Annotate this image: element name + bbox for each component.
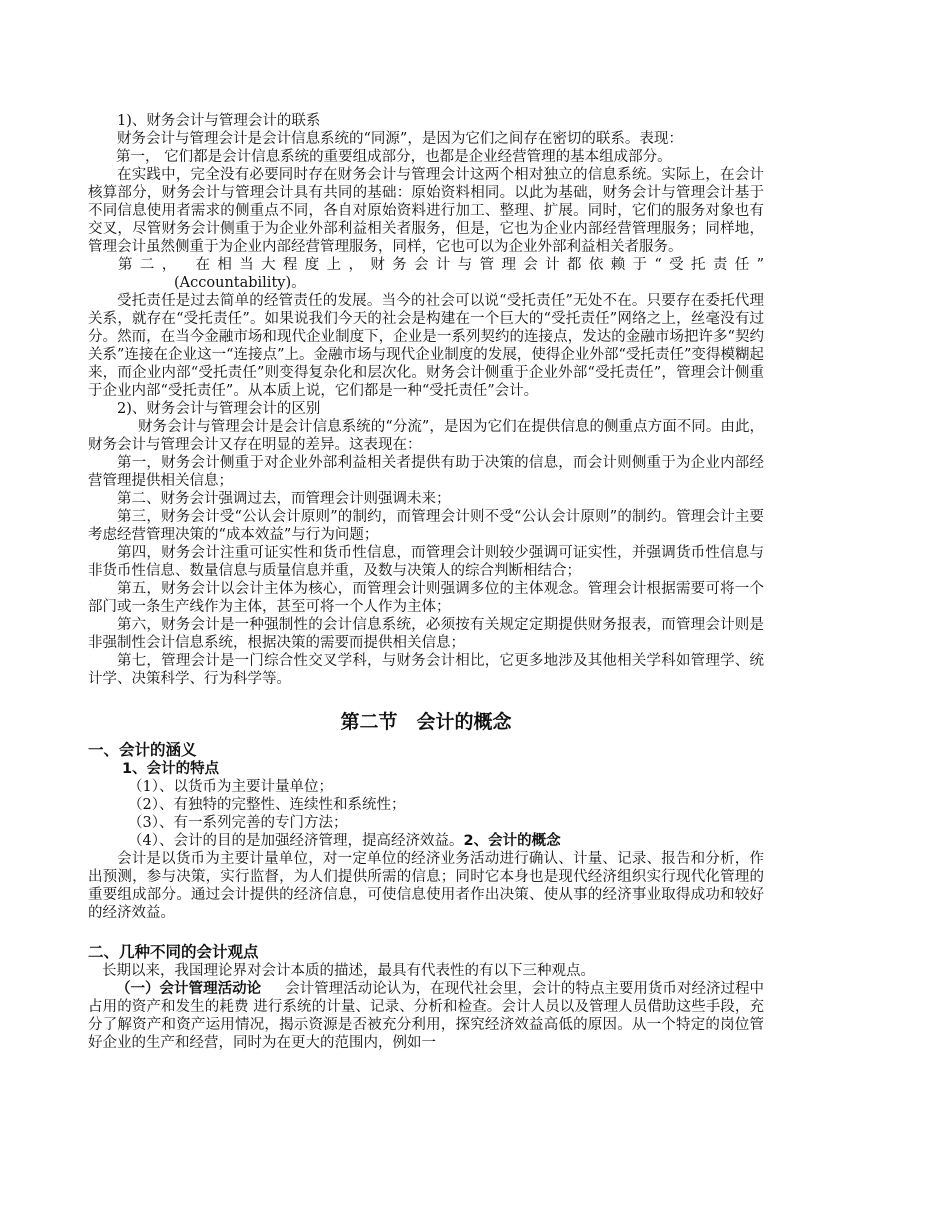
- sec1-point-second-cont: (Accountability)。: [174, 275, 306, 291]
- feature-item: （1）、以货币为主要计量单位；: [128, 779, 333, 795]
- sec2-heading: 2)、财务会计与管理会计的区别: [117, 401, 321, 417]
- heading-views: 二、几种不同的会计观点: [88, 943, 259, 961]
- sec2-point: 第一，财务会计侧重于对企业外部利益相关者提供有助于决策的信息，而会计则侧重于为企业内部经营管理提供相关信息；: [88, 455, 764, 489]
- sec2-point: 第二、财务会计强调过去，而管理会计则强调未来；: [117, 491, 451, 507]
- feature-item: （3）、有一系列完善的专门方法；: [128, 815, 348, 831]
- subheading-features: 1、会计的特点: [122, 761, 220, 777]
- sec1-heading: 1)、财务会计与管理会计的联系: [117, 113, 321, 129]
- sec2-point: 第五，财务会计以会计主体为核心，而管理会计则强调多位的主体观念。管理会计根据需要可将一个部门或一条生产线作为主体，甚至可将一个人作为主体；: [88, 581, 764, 615]
- views-intro: 长期以来，我国理论界对会计本质的描述，最具有代表性的有以下三种观点。: [102, 963, 595, 979]
- feature-item: （2）、有独特的完整性、连续性和系统性；: [128, 797, 406, 813]
- subheading-concept: 2、会计的概念: [463, 833, 561, 849]
- view-management-activity-label: （一）会计管理活动论: [116, 981, 262, 997]
- sec2-point: 第六，财务会计是一种强制性的会计信息系统，必须按有关规定定期提供财务报表，而管理会计则是非强制性会计信息系统，根据决策的需要而提供相关信息；: [88, 617, 764, 651]
- concept-body: 会计是以货币为主要计量单位，对一定单位的经济业务活动进行确认、计量、记录、报告和分析，作出预测，参与决策，实行监督，为人们提供所需的信息；同时它本身也是现代经济组织实行现代化管理的重要组成部分。通过会计提供的经济信息，可使信息使用者作出决策、使从事的经济事业取得成功和较好的经济效益。: [88, 851, 764, 921]
- sec1-point-second: 第二， 在相当大程度上，财务会计与管理会计都依赖于“受托责任”: [118, 257, 764, 273]
- view-management-activity: [88, 980, 764, 1052]
- section-title: 第二节 会计的概念: [340, 711, 512, 733]
- sec1-point-first: 第一， 它们都是会计信息系统的重要组成部分，也都是企业经营管理的基本组成部分。: [116, 149, 672, 165]
- view-management-activity-body: 会计管理活动论认为，在现代社会里，会计的特点主要用货币对经济过程中占用的资产和发生的耗费 进行系统的计量、记录、分析和检查。会计人员以及管理人员借助这些手段，充分了解资产和资产运用情况，揭示资源是否被充分利用，探究经济效益高低的原因。从一个特定的岗位管好企业的生产和经营，同时为在更大的范围内，例如一: [88, 981, 765, 1051]
- sec1-first-body: 在实践中，完全没有必要同时存在财务会计与管理会计这两个相对独立的信息系统。实际上，在会计核算部分，财务会计与管理会计具有共同的基础：原始资料相同。以此为基础，财务会计与管理会计基于不同信息使用者需求的侧重点不同，各自对原始资料进行加工、整理、扩展。同时，它们的服务对象也有交叉，尽管财务会计侧重于为企业外部利益相关者服务，但是，它也为企业内部经营管理服务；同样地，管理会计虽然侧重于为企业内部经营管理服务，同样，它也可以为企业外部利益相关者服务。: [88, 167, 764, 255]
- sec1-second-body: 受托责任是过去简单的经管责任的发展。当今的社会可以说“受托责任”无处不在。只要存在委托代理关系，就存在“受托责任”。如果说我们今天的社会是构建在一个巨大的“受托责任”网络之上，丝毫没有过分。然而，在当今金融市场和现代企业制度下，企业是一系列契约的连接点，发达的金融市场把许多“契约关系”连接在企业这一“连接点”上。金融市场与现代企业制度的发展，使得企业外部“受托责任”变得模糊起来，而企业内部“受托责任”则变得复杂化和层次化。财务会计侧重于企业外部“受托责任”，管理会计侧重于企业内部“受托责任”。从本质上说，它们都是一种“受托责任”会计。: [88, 293, 764, 399]
- sec1-intro: 财务会计与管理会计是会计信息系统的“同源”，是因为它们之间存在密切的联系。表现：: [117, 131, 683, 147]
- spacer: [88, 922, 764, 942]
- sec2-intro: 财务会计与管理会计是会计信息系统的“分流”，是因为它们在提供信息的侧重点方面不同。由此，财务会计与管理会计又存在明显的差异。这表现在：: [88, 419, 764, 453]
- sec2-point: 第四，财务会计注重可证实性和货币性信息，而管理会计则较少强调可证实性，并强调货币性信息与非货币性信息、数量信息与质量信息并重，及数与决策人的综合判断相结合；: [88, 545, 764, 579]
- sec2-point: 第三，财务会计受“公认会计原则”的制约，而管理会计则不受“公认会计原则”的制约。管理会计主要考虑经营管理决策的“成本效益”与行为问题；: [88, 509, 764, 543]
- feature-item-text: （4）、会计的目的是加强经济管理，提高经济效益。: [128, 833, 464, 849]
- feature-item: [88, 832, 764, 850]
- document-page: [88, 112, 764, 1052]
- heading-meaning: 一、会计的涵义: [88, 741, 197, 759]
- sec2-point: 第七，管理会计是一门综合性交叉学科，与财务会计相比，它更多地涉及其他相关学科如管理学、统计学、决策科学、行为科学等。: [88, 653, 764, 687]
